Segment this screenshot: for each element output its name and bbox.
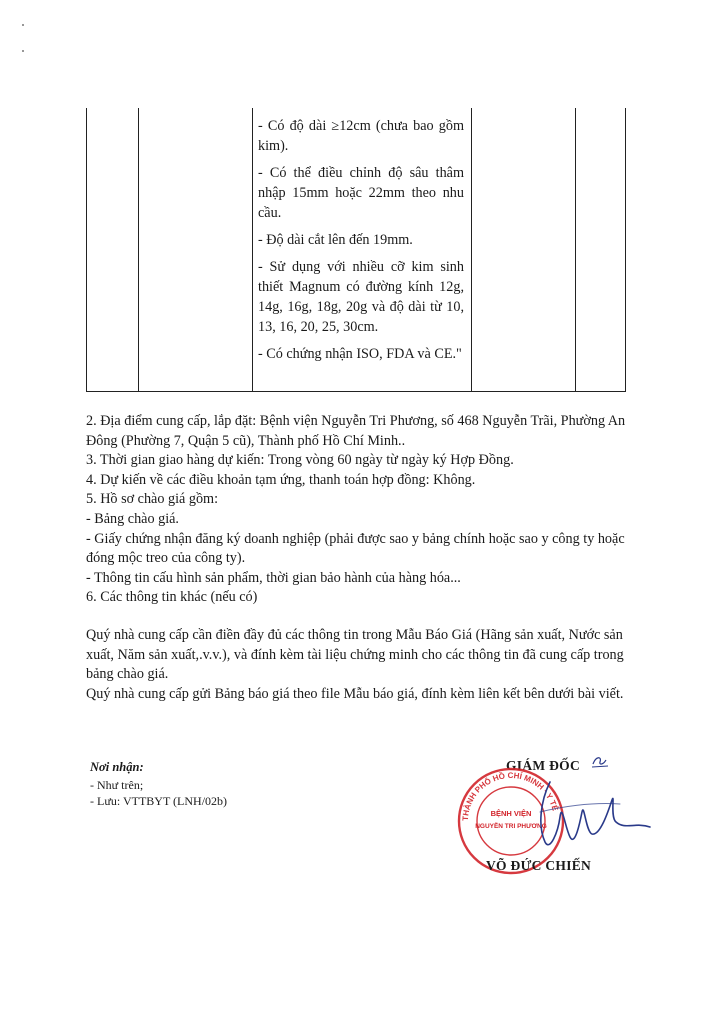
- spec-table: [86, 108, 626, 392]
- table-column-divider: [138, 108, 139, 391]
- signature-icon: [520, 772, 660, 862]
- table-column-divider: [471, 108, 472, 391]
- table-column-divider: [252, 108, 253, 391]
- paragraph-delivery-location: 2. Địa điểm cung cấp, lắp đặt: Bệnh viện Nguyễn Tri Phương, số 468 Nguyễn Trãi, Phường An Đông (Phường 7, Quận 5 cũ), Thành phố Hồ Chí Minh..: [86, 413, 626, 449]
- spec-item: - Có chứng nhận ISO, FDA và CE.": [258, 346, 462, 362]
- body-text: [86, 412, 646, 704]
- seal-ring-text: THÀNH PHỐ HỒ CHÍ MINH · Y TẾ: [460, 770, 560, 822]
- scan-speck: [22, 24, 24, 26]
- recipient-item: - Như trên;: [90, 777, 144, 792]
- list-item: - Giấy chứng nhận đăng ký doanh nghiệp (phải được sao y bảng chính hoặc sao y công ty hoặc đóng mộc treo của công ty).: [86, 530, 625, 567]
- spec-cell: [258, 116, 464, 371]
- recipients-title: Nơi nhận:: [90, 760, 144, 774]
- director-title: GIÁM ĐỐC: [506, 758, 581, 773]
- list-item: - Bảng chào giá.: [86, 510, 179, 527]
- table-column-divider: [575, 108, 576, 391]
- paragraph-payment-terms: 4. Dự kiến về các điều khoản tạm ứng, thanh toán hợp đồng: Không.: [86, 471, 476, 488]
- paragraph-other-info: 6. Các thông tin khác (nếu có): [86, 589, 258, 606]
- svg-text:NGUYỄN TRI PHƯƠNG: NGUYỄN TRI PHƯƠNG: [475, 823, 547, 830]
- director-name: VÕ ĐỨC CHIẾN: [486, 858, 592, 873]
- recipient-item: - Lưu: VTTBYT (LNH/02b): [90, 794, 228, 808]
- spec-item: - Có độ dài ≥12cm (chưa bao gồm kim).: [258, 118, 464, 154]
- spec-item: - Có thể điều chỉnh độ sâu thâm nhập 15mm hoặc 22mm theo nhu cầu.: [258, 165, 464, 221]
- spec-item: - Sử dụng với nhiều cỡ kim sinh thiết Magnum có đường kính 12g, 14g, 16g, 18g, 20g và độ dài từ 10, 13, 16, 20, 25, 30cm.: [258, 259, 464, 335]
- paragraph-quote-documents: 5. Hồ sơ chào giá gồm:: [86, 491, 219, 508]
- list-item: - Thông tin cấu hình sản phẩm, thời gian bảo hành của hàng hóa...: [86, 569, 461, 586]
- initial-mark-icon: [590, 752, 612, 770]
- scan-speck: [22, 50, 24, 52]
- spec-item: - Độ dài cắt lên đến 19mm.: [258, 232, 413, 248]
- paragraph-delivery-time: 3. Thời gian giao hàng dự kiến: Trong vòng 60 ngày từ ngày ký Hợp Đồng.: [86, 452, 514, 469]
- note-paragraph: Quý nhà cung cấp cần điền đầy đủ các thông tin trong Mẫu Báo Giá (Hãng sản xuất, Nước sản xuất, Năm sản xuất,.v.v.), và đính kèm tài liệu chứng minh cho các thông tin đã cung cấp trong bảng chào giá.: [86, 626, 624, 683]
- svg-text:BỆNH VIỆN: BỆNH VIỆN: [490, 809, 532, 818]
- recipients-block: [90, 759, 227, 810]
- note-paragraph: Quý nhà cung cấp gửi Bảng báo giá theo file Mẫu báo giá, đính kèm liên kết bên dưới bài viết.: [86, 685, 624, 702]
